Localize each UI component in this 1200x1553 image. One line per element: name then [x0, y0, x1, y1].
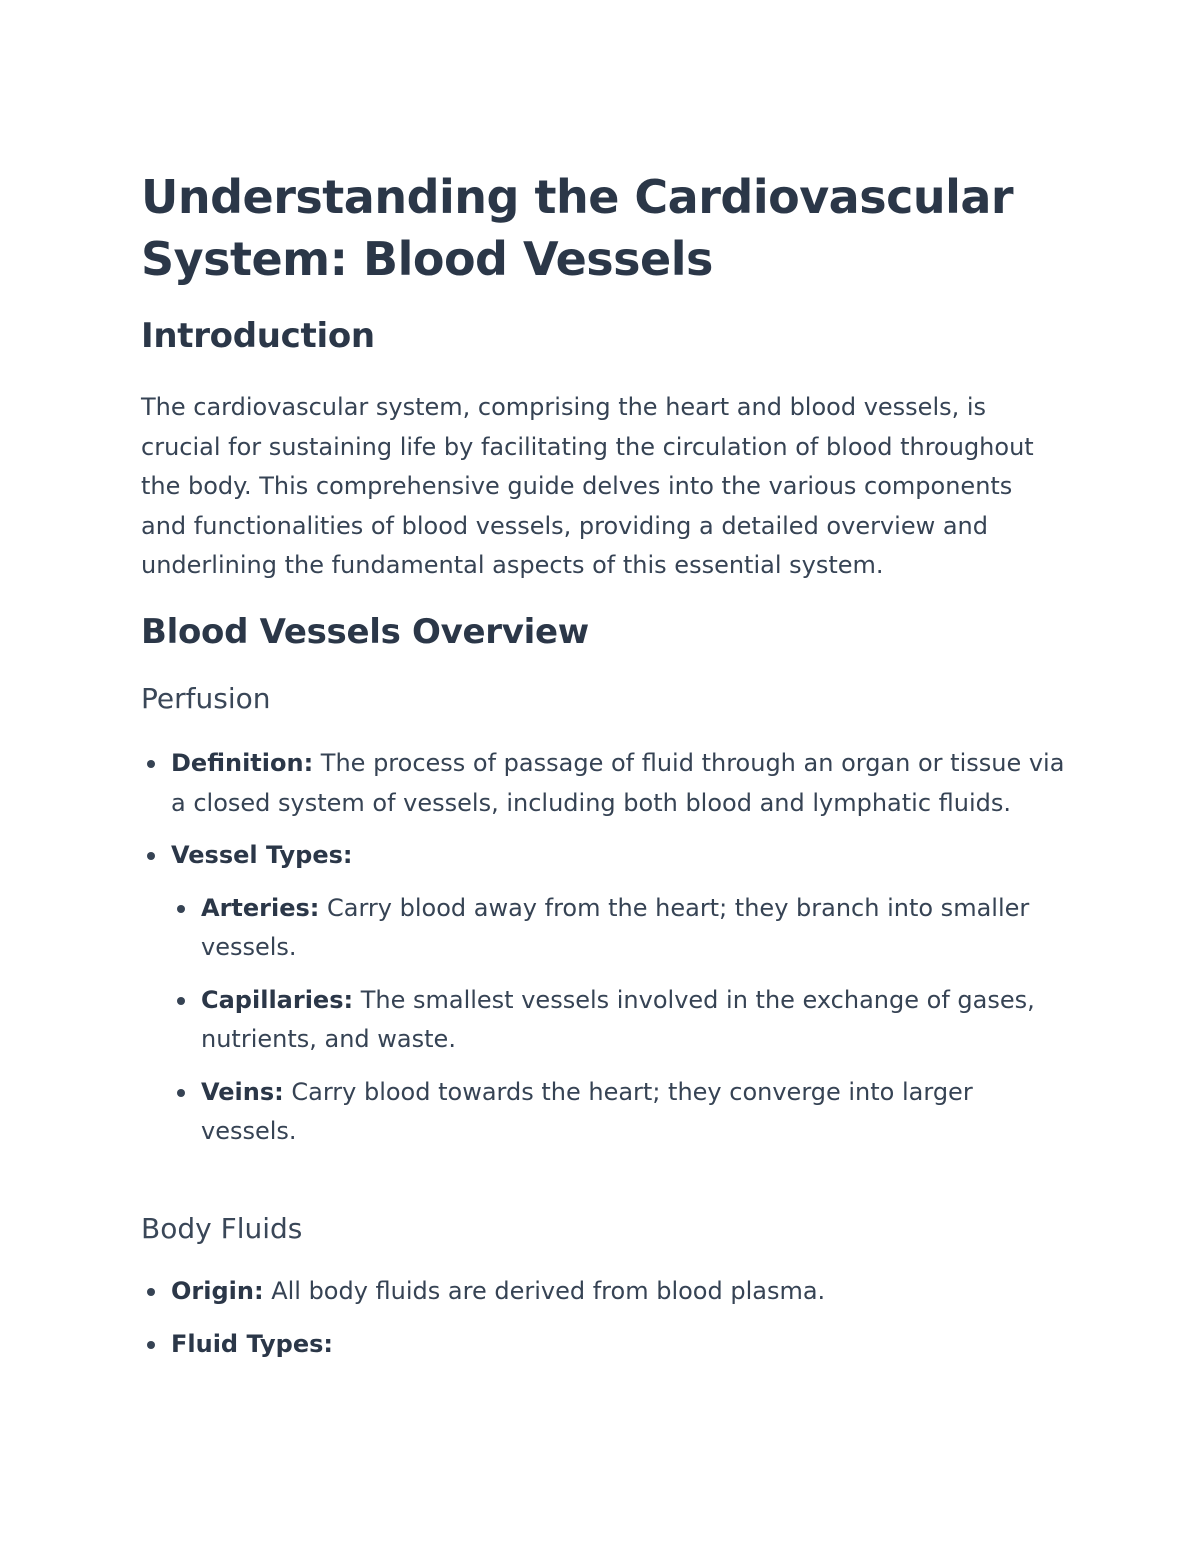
page-title: Understanding the Cardiovascular System: Blood Vessels — [141, 170, 1014, 286]
capillaries-text: The smallest vessels involved in the exchange of gases, nutrients, and waste. — [201, 985, 1035, 1053]
body-fluids-heading: Body Fluids — [141, 1212, 303, 1245]
origin-text: All body fluids are derived from blood plasma. — [263, 1277, 826, 1305]
list-item-fluid-types — [171, 1325, 1071, 1365]
list-item-arteries — [201, 889, 1071, 968]
introduction-heading: Introduction — [141, 316, 375, 356]
body-fluids-list — [171, 1272, 1071, 1364]
introduction-paragraph: The cardiovascular system, comprising the heart and blood vessels, is crucial for sustaining life by facilitating the circulation of blood throughout the body. This comprehensive guide delves into the various components and functionalities of blood vessels, providing a detailed overview and underlining the fundamental aspects of this essential system. — [141, 393, 1034, 579]
definition-text: The process of passage of fluid through an organ or tissue via a closed system of vessels, including both blood and lymphatic fluids. — [171, 749, 1065, 817]
veins-label: Veins: — [201, 1077, 284, 1106]
arteries-label: Arteries: — [201, 893, 320, 922]
list-item-veins — [201, 1073, 1071, 1152]
overview-heading: Blood Vessels Overview — [141, 612, 589, 652]
list-item-origin — [171, 1272, 1071, 1312]
list-item-vessel-types — [171, 836, 1071, 1152]
capillaries-label: Capillaries: — [201, 985, 354, 1014]
vessel-types-list — [201, 889, 1071, 1152]
veins-text: Carry blood towards the heart; they converge into larger vessels. — [201, 1077, 973, 1145]
arteries-text: Carry blood away from the heart; they branch into smaller vessels. — [201, 893, 1030, 961]
list-item-definition — [171, 744, 1071, 823]
definition-label: Definition: — [171, 749, 314, 777]
list-item-capillaries — [201, 981, 1071, 1060]
perfusion-list — [171, 744, 1071, 1152]
origin-label: Origin: — [171, 1277, 264, 1305]
perfusion-heading: Perfusion — [141, 682, 271, 715]
fluid-types-label: Fluid Types: — [171, 1329, 333, 1358]
vessel-types-label: Vessel Types: — [171, 841, 353, 869]
